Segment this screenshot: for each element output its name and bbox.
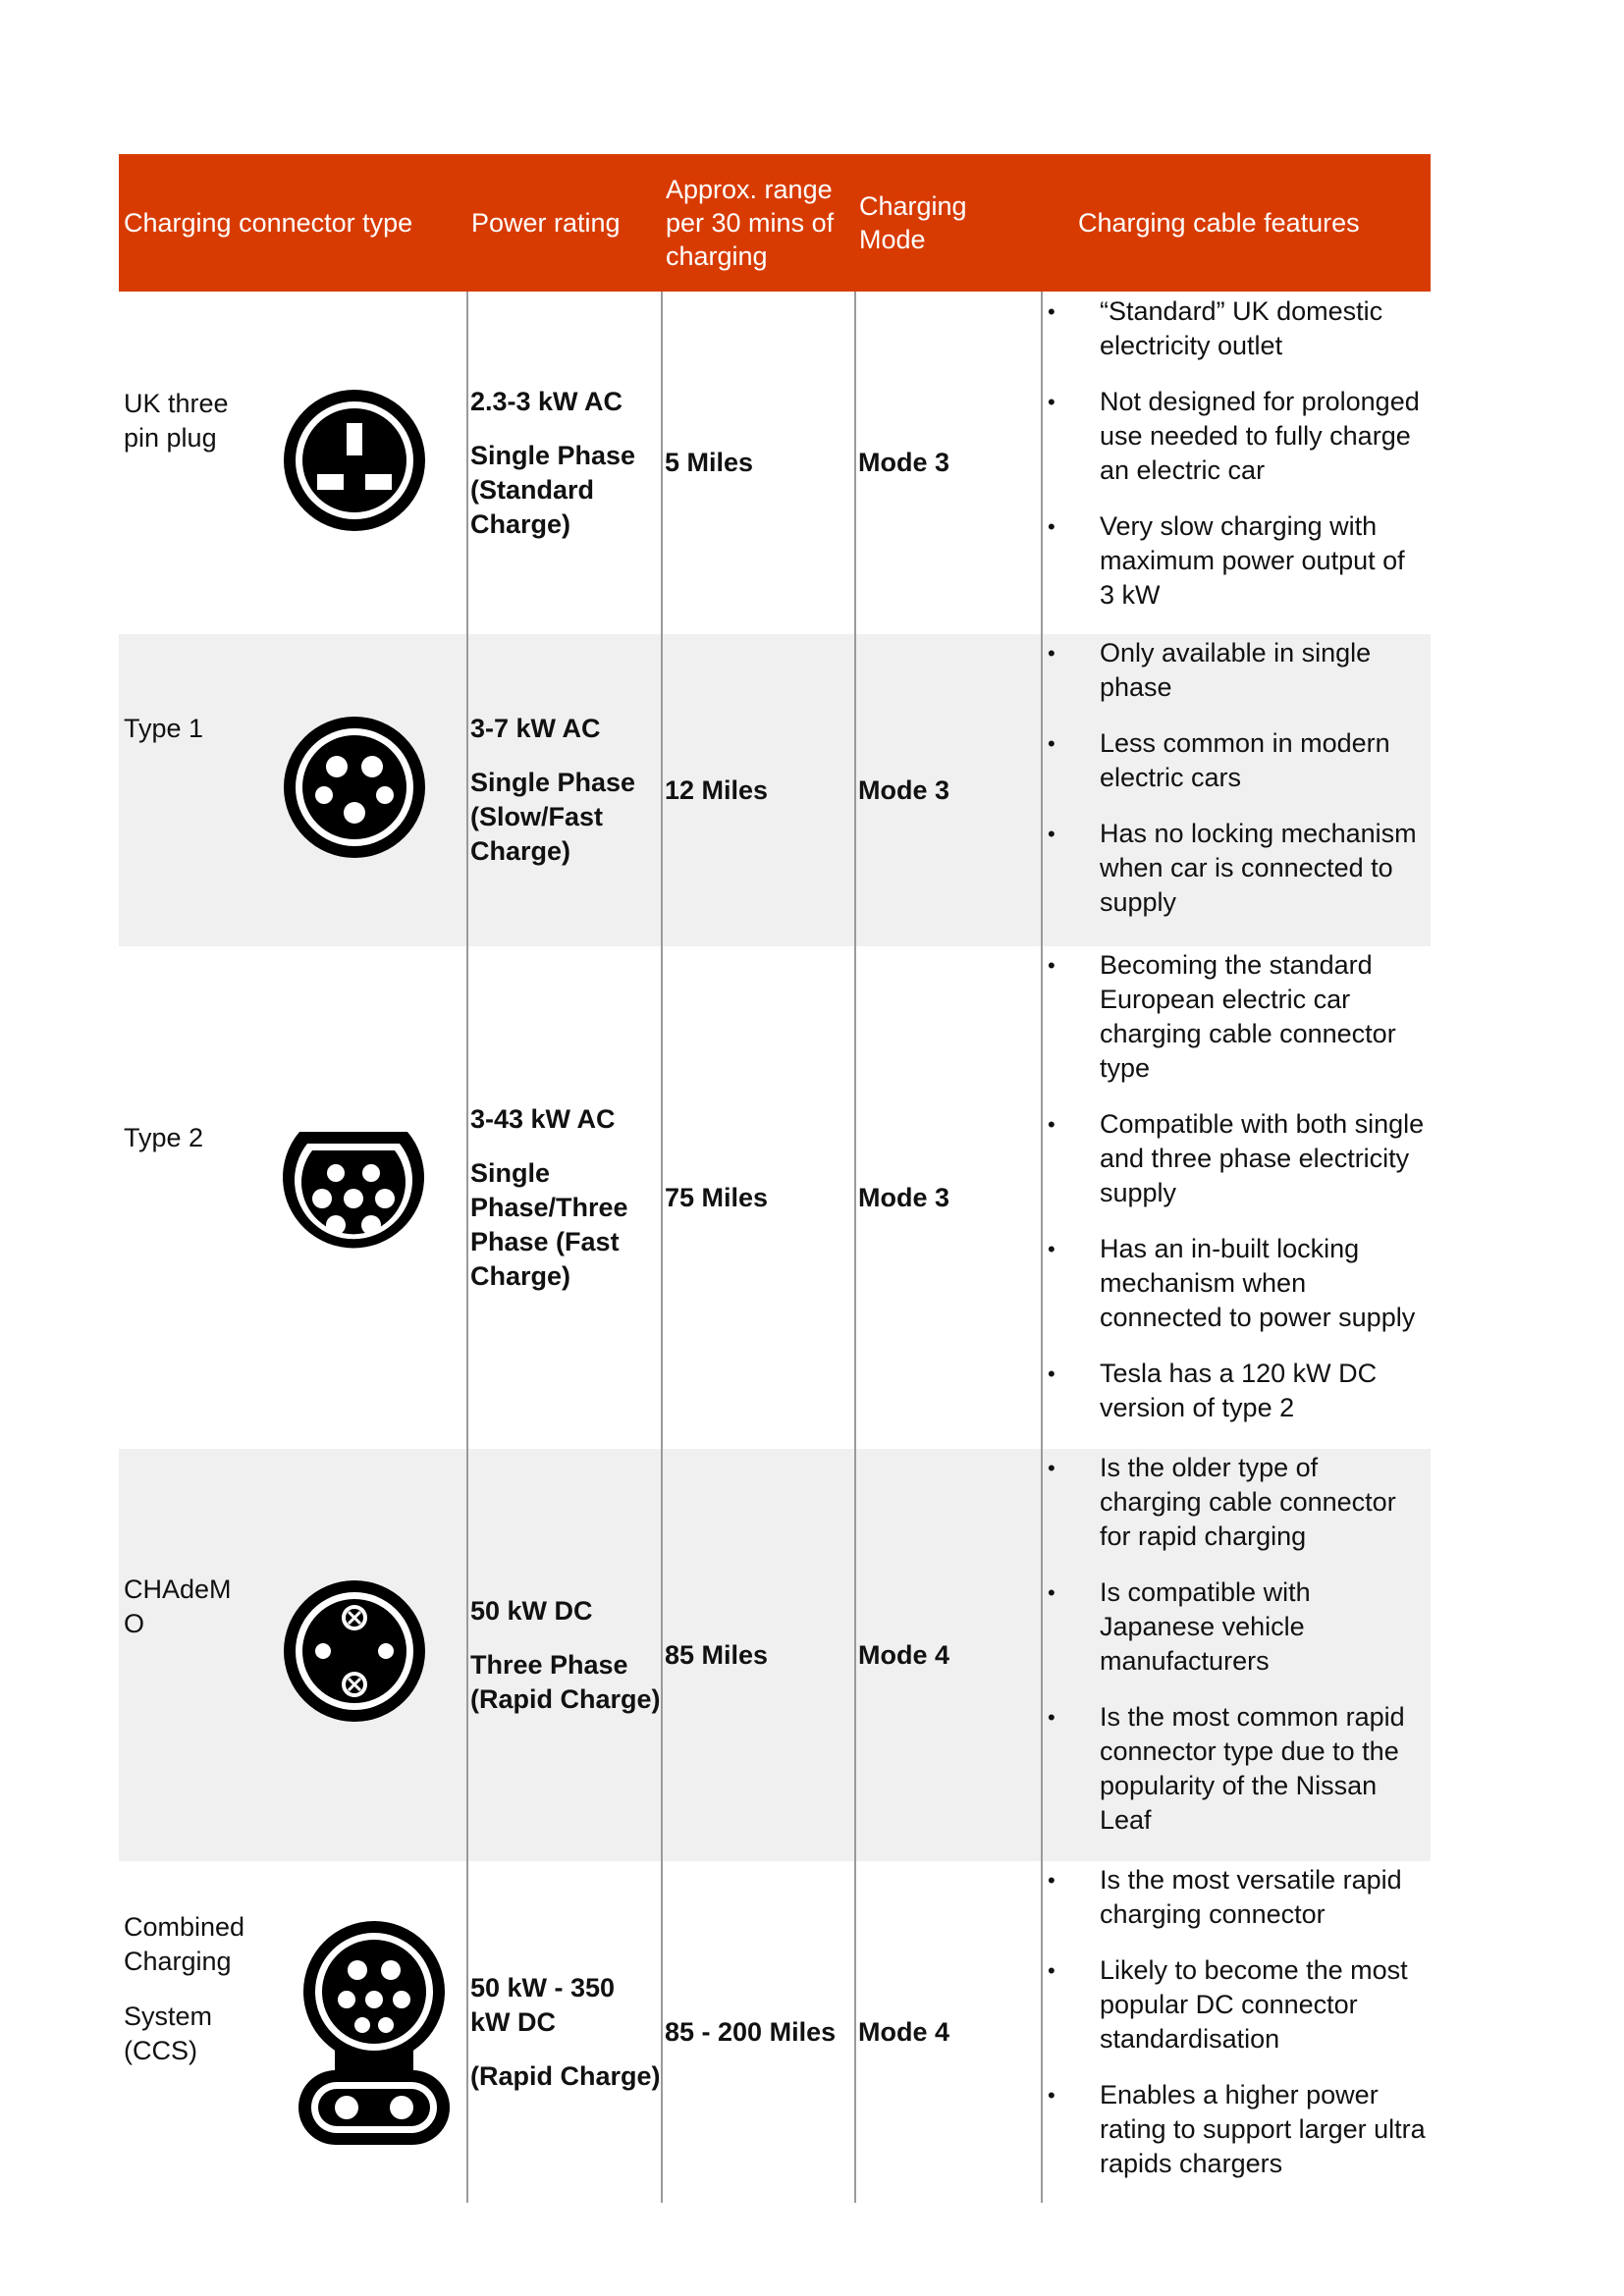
range-cell: 12 Miles: [661, 634, 854, 946]
connector-cell: [119, 634, 466, 946]
feature-item: • Only available in single phase: [1043, 636, 1431, 705]
feature-item: • Likely to become the most popular DC connector standardisation: [1043, 1953, 1431, 2056]
connector-name: UK three pin plug: [124, 389, 229, 453]
feature-item: • “Standard” UK domestic electricity outlet: [1043, 294, 1431, 363]
features-list: [1043, 946, 1431, 1449]
range-cell: 5 Miles: [661, 292, 854, 634]
connector-cell: [119, 946, 466, 1449]
features-list: [1043, 1861, 1431, 2203]
connector-cell: [119, 1449, 466, 1861]
power-main: 3-7 kW AC: [470, 714, 601, 743]
table-row: [119, 634, 1431, 946]
table-row: [119, 1449, 1431, 1861]
mode-cell: Mode 4: [854, 1861, 1041, 2203]
table-row: [119, 292, 1431, 634]
connector-name-continued: System (CCS): [124, 2002, 213, 2065]
power-main: 50 kW - 350 kW DC: [470, 1972, 616, 2037]
chademo-connector-icon: [278, 1575, 431, 1728]
mode-cell: Mode 4: [854, 1449, 1041, 1861]
power-main: 3-43 kW AC: [470, 1103, 616, 1134]
table-row: [119, 1861, 1431, 2203]
feature-item: • Is the most common rapid connector type due to the popularity of the Nissan Leaf: [1043, 1700, 1431, 1838]
power-sub: Single Phase (Slow/Fast Charge): [470, 768, 636, 866]
range-cell: 75 Miles: [661, 946, 854, 1449]
features-cell: [1041, 634, 1431, 946]
header-charging-mode: Charging Mode: [859, 191, 967, 254]
header-range: Approx. range per 30 mins of charging: [666, 175, 835, 271]
power-cell: [466, 634, 661, 946]
power-sub: Three Phase (Rapid Charge): [470, 1649, 661, 1714]
power-cell: [466, 1449, 661, 1861]
power-cell: [466, 946, 661, 1449]
uk-three-pin-plug-icon: [278, 384, 431, 537]
mode-cell: Mode 3: [854, 634, 1041, 946]
features-list: [1043, 634, 1431, 946]
feature-item: • Is the most versatile rapid charging connector: [1043, 1863, 1431, 1932]
features-cell: [1041, 1449, 1431, 1861]
connector-name: CHAdeMO: [124, 1575, 232, 1638]
feature-item: • Less common in modern electric cars: [1043, 726, 1431, 795]
connector-cell: [119, 292, 466, 634]
feature-item: • Tesla has a 120 kW DC version of type 2: [1043, 1357, 1431, 1425]
range-cell: 85 - 200 Miles: [661, 1861, 854, 2203]
power-sub: (Rapid Charge): [470, 2060, 661, 2091]
table-row: [119, 946, 1431, 1449]
features-cell: [1041, 1861, 1431, 2203]
connector-name: Type 2: [124, 1123, 204, 1152]
type-1-connector-icon: [278, 711, 431, 864]
features-list: [1043, 1449, 1431, 1861]
header-connector-type: Charging connector type: [124, 208, 413, 238]
feature-item: • Very slow charging with maximum power output of 3 kW: [1043, 509, 1431, 613]
connector-table: [119, 154, 1431, 2203]
mode-cell: Mode 3: [854, 946, 1041, 1449]
ccs-connector-icon: [296, 1921, 453, 2149]
power-cell: [466, 1861, 661, 2203]
power-sub: Single Phase/Three Phase (Fast Charge): [470, 1157, 628, 1291]
header-cable-features: Charging cable features: [1078, 208, 1360, 238]
connector-name: Combined Charging: [124, 1912, 245, 1976]
power-main: 50 kW DC: [470, 1595, 593, 1626]
features-cell: [1041, 292, 1431, 634]
type-2-connector-icon: [274, 1126, 433, 1263]
features-cell: [1041, 946, 1431, 1449]
features-list: [1043, 292, 1431, 634]
feature-item: • Has no locking mechanism when car is connected to supply: [1043, 817, 1431, 920]
connector-cell: [119, 1861, 466, 2203]
power-main: 2.3-3 kW AC: [470, 386, 623, 416]
header-power-rating: Power rating: [471, 208, 621, 238]
mode-cell: Mode 3: [854, 292, 1041, 634]
feature-item: • Becoming the standard European electric car charging cable connector type: [1043, 948, 1431, 1086]
range-cell: 85 Miles: [661, 1449, 854, 1861]
feature-item: • Is the older type of charging cable connector for rapid charging: [1043, 1451, 1431, 1554]
feature-item: • Not designed for prolonged use needed to fully charge an electric car: [1043, 385, 1431, 488]
feature-item: • Is compatible with Japanese vehicle manufacturers: [1043, 1575, 1431, 1679]
feature-item: • Has an in-built locking mechanism when connected to power supply: [1043, 1232, 1431, 1335]
feature-item: • Enables a higher power rating to support larger ultra rapids chargers: [1043, 2078, 1431, 2181]
power-sub: Single Phase (Standard Charge): [470, 440, 636, 539]
table-header: [119, 154, 1431, 292]
feature-item: • Compatible with both single and three phase electricity supply: [1043, 1107, 1431, 1210]
power-cell: [466, 292, 661, 634]
connector-name: Type 1: [124, 714, 204, 743]
